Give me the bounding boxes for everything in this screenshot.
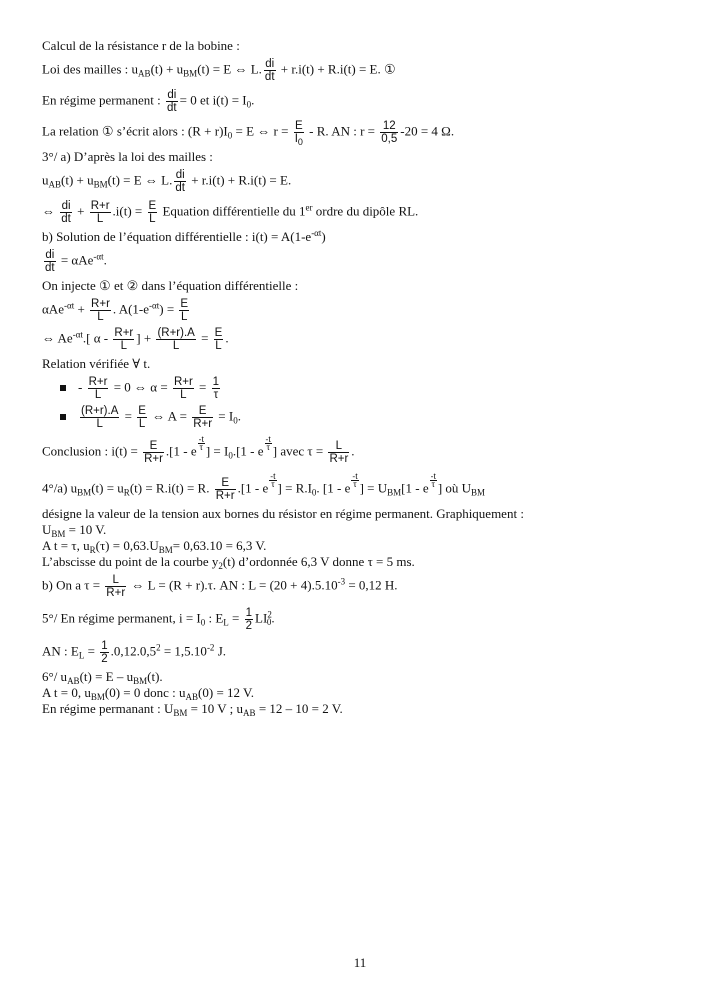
fraction-RrA-L: $\frac{(R+r).A}{L}$	[81, 405, 119, 430]
fraction-RrA-L: $\frac{(R+r).A}{L}$	[157, 327, 195, 352]
fraction-1-2: $\frac{1}{2}$	[101, 639, 108, 665]
line-4: La relation ① s’écrit alors : $(R + r)I_0 = E$ ⇔ r = $\frac{E}{I_0}$ - R. AN : r = $\frac{12}{0,5}$ -20 = 4 Ω.	[42, 120, 455, 147]
line-22: b) On a τ = $\frac{L}{R+r}$ ⇔ L = (R + r).τ. AN : $L = (20 + 4).5.10^{-3} = 0,12$ H.	[42, 573, 398, 599]
fraction-L-Rr: $\frac{L}{R+r}$	[106, 573, 126, 599]
fraction-Rr-L: $\frac{R+r}{L}$	[90, 200, 110, 225]
fraction-E-L: $\frac{E}{L}$	[138, 405, 146, 430]
fraction-E-Rr: $\frac{E}{R+r}$	[215, 476, 235, 502]
line-5: 3°/ a) D’après la loi des mailles :	[42, 149, 213, 164]
fraction-di-dt: $\frac{di}{dt}$	[175, 169, 185, 194]
line-1: Calcul de la résistance r de la bobine :	[42, 38, 240, 53]
document-body	[42, 38, 692, 717]
fraction-1-2: $\frac{1}{2}$	[245, 606, 253, 632]
line-20: A t = τ, $u_R(\tau) = 0,63.U_{BM}= 0,63.10 = 6,3$ V.	[42, 537, 267, 555]
page-number: 11	[353, 955, 367, 970]
fraction-di-dt: $\frac{di}{dt}$	[264, 58, 275, 83]
exponent-t-tau: $\frac{-t}{\tau}$	[198, 434, 204, 452]
line-19: $U_{BM} = 10$ V.	[42, 521, 107, 539]
fraction-1-tau: $\frac{1}{\tau}$	[212, 376, 220, 401]
line-7: ⇔ $\frac{di}{dt}$ + $\frac{R+r}{L}$ .i(t) = $\frac{E}{L}$ Equation différentielle du 1er ordre du dipôle RL.	[42, 200, 419, 225]
line-26: A t = 0, $u_{BM}(0) = 0$ donc : $u_{AB}(0) = 12$ V.	[42, 684, 254, 702]
line-12: ⇔ $Ae^{-\alpha t}$.[ α - $\frac{R+r}{L}$ ] + $\frac{(R+r).A}{L}$ = $\frac{E}{L}$ .	[42, 327, 229, 352]
line-11: αAe$^{-\alpha t}$ + $\frac{R+r}{L}$ . $A(1-e^{-\alpha t})$ = $\frac{E}{L}$	[42, 298, 189, 323]
line-10: On injecte ① et ② dans l’équation différentielle :	[42, 278, 299, 293]
fraction-L-Rr: $\frac{L}{R+r}$	[329, 439, 349, 465]
fraction-E-Rr: $\frac{E}{R+r}$	[193, 405, 213, 430]
fraction-E-Rr: $\frac{E}{R+r}$	[144, 439, 163, 465]
exponent-t-tau: $\frac{-t}{\tau}$	[352, 470, 358, 489]
line-4a: 4°/a) $u_{BM}(t) = u_R(t) = R.i(t) = R$. $\frac{E}{R+r}$ .[1 - e $\frac{-t}{\tau}$ ] = $R.I_0$. [1 - e $\frac{-t}{\tau}$ ] = $U_{BM}[1$ - e $\frac{-t}{\tau}$ ] où $U_{BM}$	[42, 470, 486, 502]
fraction-Rr-L: $\frac{R+r}{L}$	[173, 376, 193, 401]
line-27: En régime permanant : $U_{BM} = 10$ V ; $u_{AB} = 12 - 10 = 2$ V.	[42, 700, 343, 718]
fraction-Rr-L: $\frac{R+r}{L}$	[114, 327, 134, 352]
line-an-energy: AN : $E_L$ = $\frac{1}{2}$ $.0,12.0,5^2 = 1,5.10^{-2}$ J.	[42, 639, 226, 665]
line-13: Relation vérifiée ∀ t.	[42, 356, 151, 371]
exponent-t-tau: $\frac{-t}{\tau}$	[265, 434, 271, 452]
bullet-icon	[60, 385, 66, 391]
exponent-t-tau: $\frac{-t}{\tau}$	[430, 470, 436, 489]
fraction-E-I0: $\frac{E}{I_0}$	[294, 120, 303, 147]
fraction-di-dt: $\frac{di}{dt}$	[167, 89, 177, 114]
line-9: $\frac{di}{dt}$ = αAe$^{-\alpha t}$.	[45, 249, 107, 274]
bullet-item-A: $\frac{(R+r).A}{L}$ = $\frac{E}{L}$ ⇔ A = $\frac{E}{R+r}$ = $I_0$.	[42, 405, 692, 430]
line-2: Loi des mailles : $u_{AB}(t) + u_{BM}(t) = E$ ⇔ L. $\frac{di}{dt}$ + r.i(t) + R.i(t) = E. ①	[42, 58, 396, 83]
line-conclusion: Conclusion : i(t) = $\frac{E}{R+r}$ .[1 - e $\frac{-t}{\tau}$ ] = $I_0.[1$ - e $\frac{-t}{\tau}$ ] avec τ = $\frac{L}{R+r}$ .	[42, 434, 355, 465]
fraction-E-L: $\frac{E}{L}$	[180, 298, 189, 323]
fraction-Rr-L: $\frac{R+r}{L}$	[88, 376, 108, 401]
fraction-E-L: $\frac{E}{L}$	[214, 327, 223, 352]
line-5-energy: 5°/ En régime permanent, $i = I_0$ : $E_L$ = $\frac{1}{2}$ $LI^2_0$.	[42, 606, 275, 632]
line-18: désigne la valeur de la tension aux bornes du résistor en régime permanent. Graphiquement :	[42, 505, 524, 521]
line-3: En régime permanent : $\frac{di}{dt}$ = 0 et $i(t) = I_0$.	[42, 89, 255, 114]
line-21: L’abscisse du point de la courbe $y_2(t)$ d’ordonnée 6,3 V donne τ = 5 ms.	[42, 553, 415, 571]
exponent-t-tau: $\frac{-t}{\tau}$	[270, 470, 276, 489]
fraction-di-dt: $\frac{di}{dt}$	[61, 200, 71, 225]
bullet-icon	[60, 414, 66, 420]
fraction-12-05: $\frac{12}{0,5}$	[381, 120, 398, 145]
bullet-item-alpha: - $\frac{R+r}{L}$ = 0 ⇔ α = $\frac{R+r}{L}$ = $\frac{1}{\tau}$	[42, 376, 692, 401]
line-6: $u_{AB}(t) + u_{BM}(t) = E$ ⇔ L. $\frac{di}{dt}$ + r.i(t) + R.i(t) = E.	[42, 169, 292, 194]
line-8: b) Solution de l’équation différentielle : $i(t) = A(1-e^{-\alpha t})$	[42, 228, 326, 244]
fraction-E-L: $\frac{E}{L}$	[148, 200, 157, 225]
fraction-Rr-L: $\frac{R+r}{L}$	[91, 298, 110, 323]
fraction-di-dt: $\frac{di}{dt}$	[45, 249, 55, 274]
line-25: 6°/ $u_{AB}(t) = E - u_{BM}(t)$.	[42, 668, 163, 686]
